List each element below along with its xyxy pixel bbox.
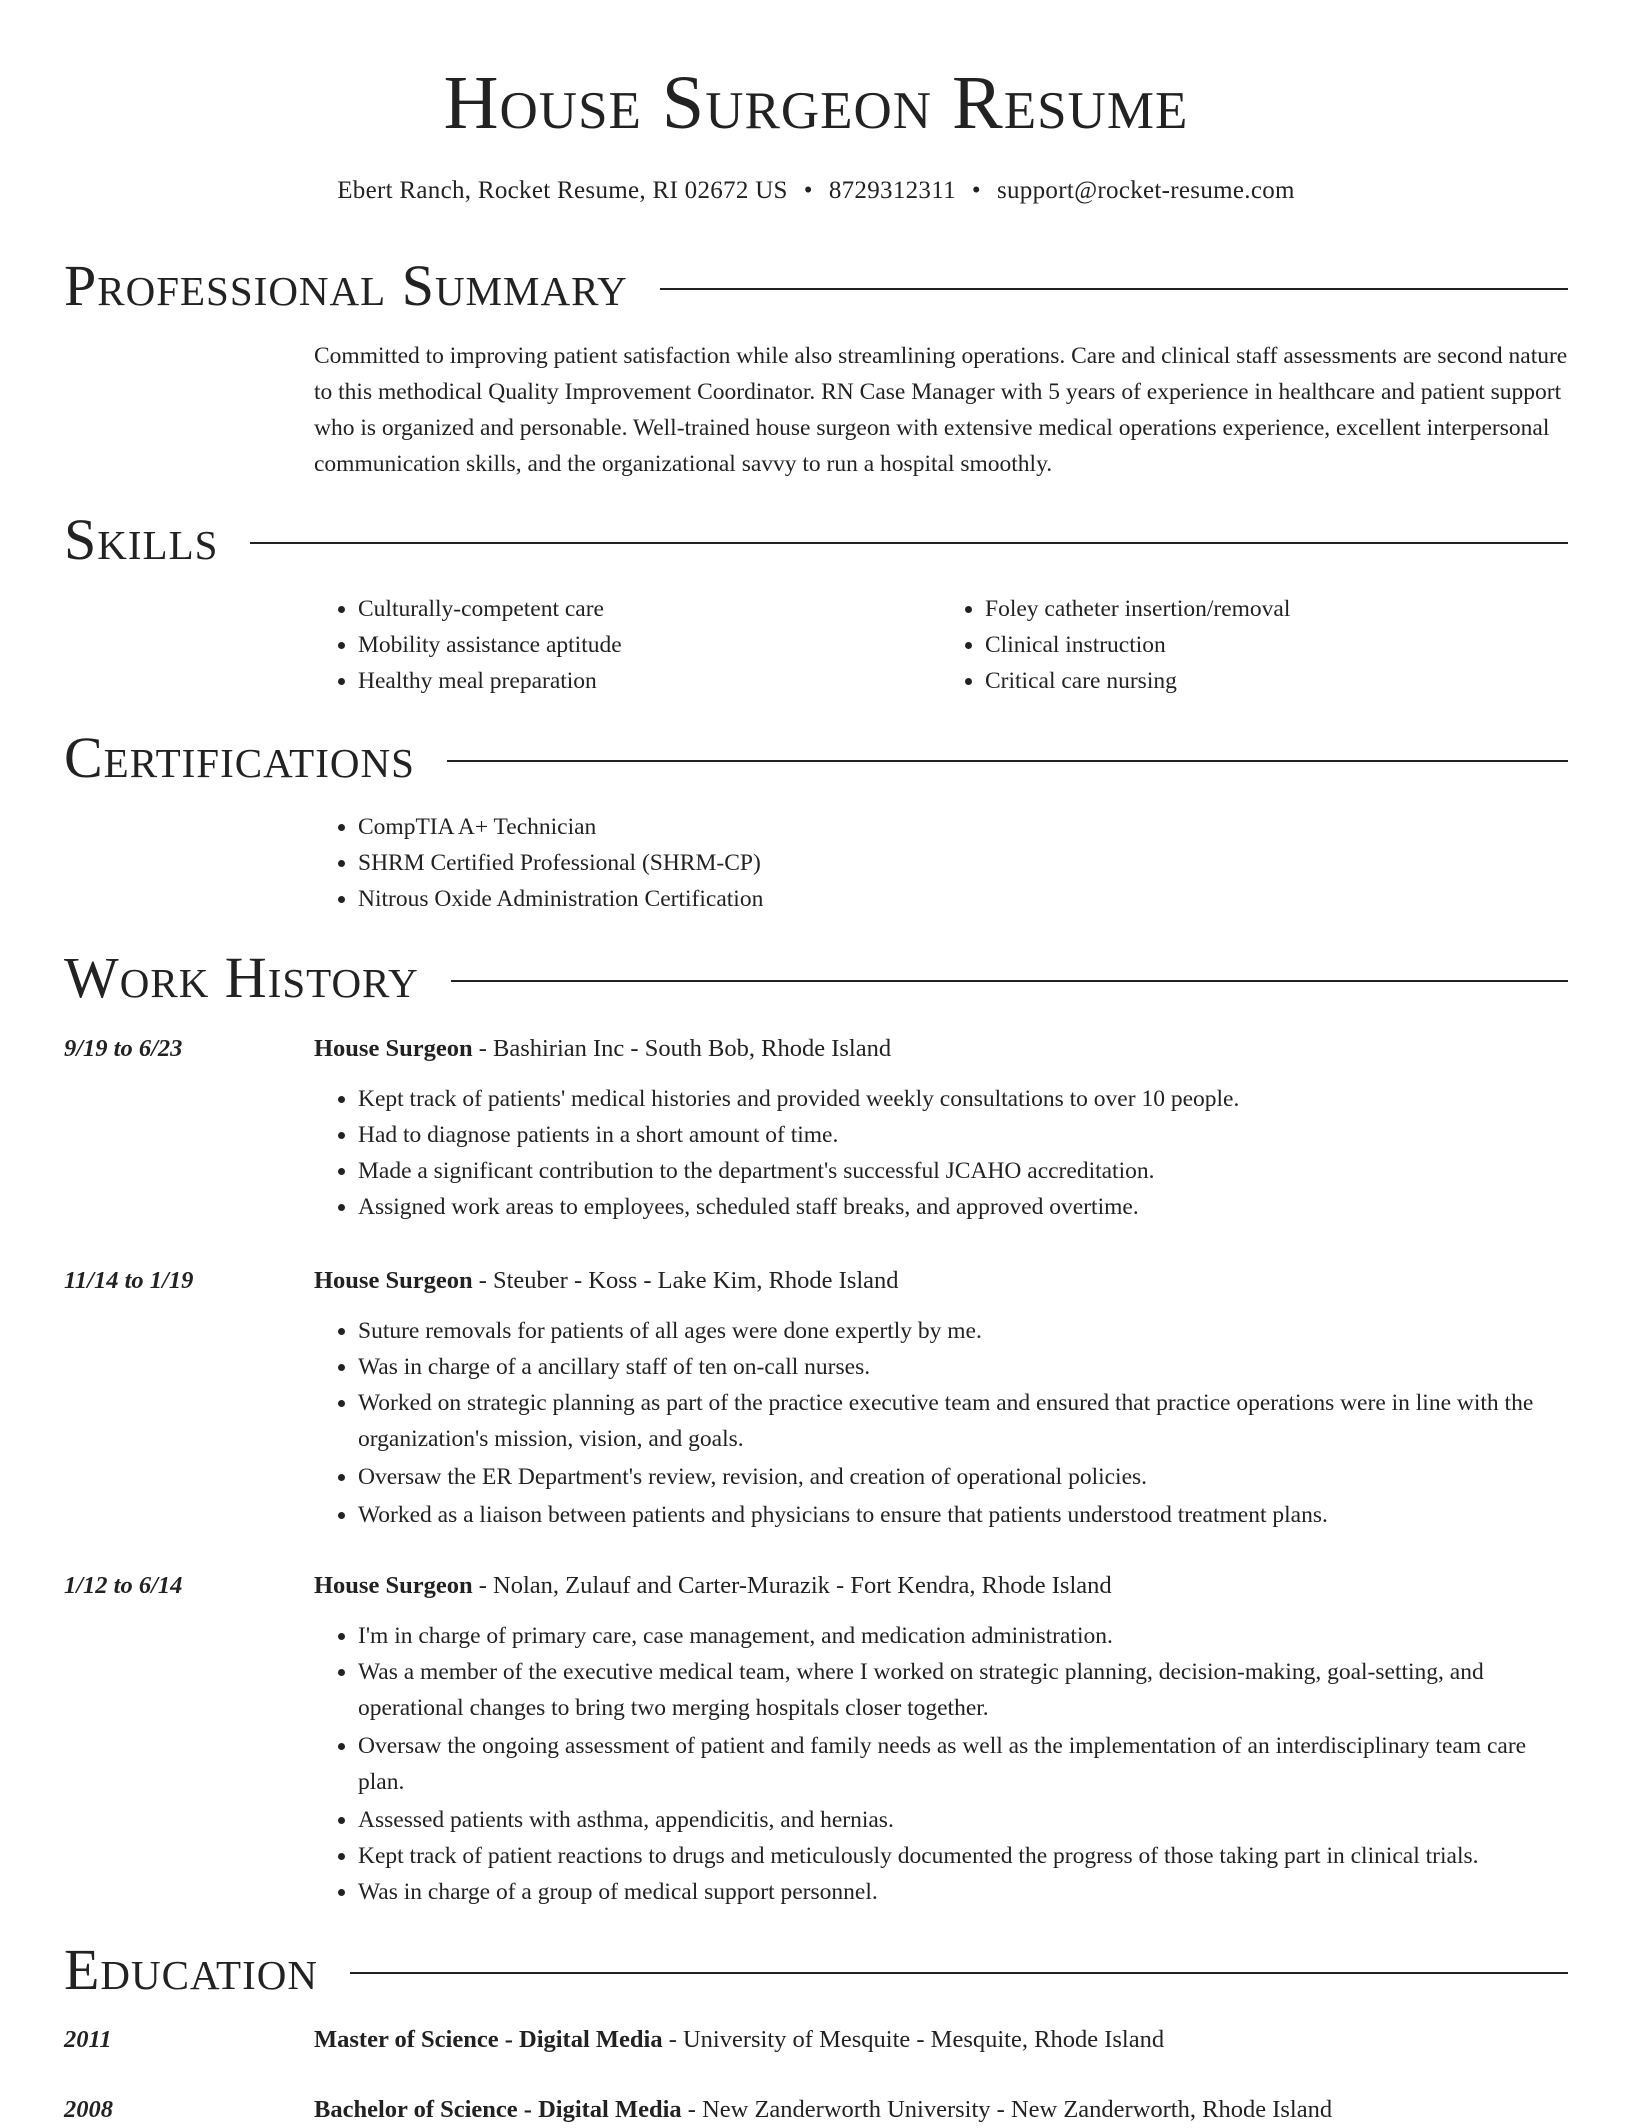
contact-line <box>0 174 1632 208</box>
section-divider <box>660 288 1568 290</box>
job-bullet: • Worked on strategic planning as part of the practice executive team and ensured that practice operations were in line with the organization's mission, vision, and goals. <box>358 1385 1568 1457</box>
job-bullet: • Was in charge of a ancillary staff of ten on-call nurses. <box>358 1349 1568 1385</box>
job-title: House Surgeon <box>314 1572 473 1599</box>
education-entry <box>314 2092 1568 2128</box>
job-bullet: • Assigned work areas to employees, scheduled staff breaks, and approved overtime. <box>358 1189 1568 1225</box>
job-title: House Surgeon <box>314 1267 473 1294</box>
certifications-heading: Certifications <box>64 725 415 790</box>
job-entry <box>314 1031 1568 1225</box>
certification-item: • SHRM Certified Professional (SHRM-CP) <box>358 845 1568 881</box>
skills-column-left <box>314 591 941 699</box>
education-section-header <box>64 1938 1568 2002</box>
skill-item: • Healthy meal preparation <box>358 663 941 699</box>
education-degree: Bachelor of Science - Digital Media <box>314 2096 682 2123</box>
skill-item: • Clinical instruction <box>985 627 1568 663</box>
resume-title: House Surgeon Resume <box>443 61 1189 145</box>
work-heading: Work History <box>64 945 419 1010</box>
job-dates: 11/14 to 1/19 <box>64 1267 194 1294</box>
job-bullet: • Had to diagnose patients in a short amount of time. <box>358 1117 1568 1153</box>
job-bullet: • Kept track of patient reactions to drugs and meticulously documented the progress of those taking part in clinical trials. <box>358 1838 1568 1874</box>
job-dates: 1/12 to 6/14 <box>64 1572 183 1599</box>
certifications-list <box>314 809 1568 917</box>
job-bullet: • Was a member of the executive medical team, where I worked on strategic planning, decision-making, goal-setting, and operational changes to bring two merging hospitals closer together. <box>358 1654 1568 1726</box>
job-bullet: • Oversaw the ER Department's review, revision, and creation of operational policies. <box>358 1459 1568 1495</box>
skills-column-right <box>941 591 1568 699</box>
contact-address: Ebert Ranch, Rocket Resume, RI 02672 US <box>337 177 788 204</box>
section-divider <box>447 760 1568 762</box>
job-employer: - Nolan, Zulauf and Carter-Murazik - Fort Kendra, Rhode Island <box>472 1572 1112 1599</box>
contact-separator: • <box>803 177 813 204</box>
job-bullet: • Was in charge of a group of medical support personnel. <box>358 1874 1568 1910</box>
education-school: - New Zanderworth University - New Zanderworth, Rhode Island <box>681 2096 1333 2123</box>
certification-item: • Nitrous Oxide Administration Certification <box>358 881 1568 917</box>
job-dates: 9/19 to 6/23 <box>64 1035 183 1062</box>
job-bullet: • Oversaw the ongoing assessment of patient and family needs as well as the implementation of an interdisciplinary team care plan. <box>358 1728 1568 1800</box>
section-divider <box>350 1972 1568 1974</box>
job-entry <box>314 1263 1568 1533</box>
education-entry <box>314 2022 1568 2058</box>
job-employer: - Bashirian Inc - South Bob, Rhode Island <box>472 1035 892 1062</box>
work-section-header <box>64 946 1568 1010</box>
job-title-line <box>314 1568 1568 1604</box>
summary-section-header <box>64 254 1568 318</box>
skill-item: • Culturally-competent care <box>358 591 941 627</box>
job-bullets <box>314 1313 1568 1533</box>
job-bullet: • Kept track of patients' medical histories and provided weekly consultations to over 10 people. <box>358 1081 1568 1117</box>
summary-body <box>314 338 1568 482</box>
job-title-line <box>314 1263 1568 1299</box>
job-bullets <box>314 1618 1568 1910</box>
education-year: 2011 <box>64 2026 112 2053</box>
skill-item: • Critical care nursing <box>985 663 1568 699</box>
skills-list <box>314 591 1568 699</box>
job-entry <box>314 1568 1568 1910</box>
education-school: - University of Mesquite - Mesquite, Rhode Island <box>662 2026 1165 2053</box>
summary-heading: Professional Summary <box>64 253 628 318</box>
skills-section-header <box>64 508 1568 572</box>
education-year: 2008 <box>64 2096 113 2123</box>
job-bullet: • Worked as a liaison between patients and physicians to ensure that patients understood treatment plans. <box>358 1497 1568 1533</box>
contact-separator: • <box>971 177 981 204</box>
job-bullet: • I'm in charge of primary care, case management, and medication administration. <box>358 1618 1568 1654</box>
job-title: House Surgeon <box>314 1035 473 1062</box>
summary-text: Committed to improving patient satisfaction while also streamlining operations. Care and clinical staff assessments are second nature to this methodical Quality Improvement Coordinator. RN Case Manager with 5 years of experience in healthcare and patient support who is organized and personable. Well-trained house surgeon with extensive medical operations experience, excellent interpersonal communication skills, and the organizational savvy to run a hospital smoothly. <box>314 343 1568 477</box>
job-bullet: • Made a significant contribution to the department's successful JCAHO accreditation. <box>358 1153 1568 1189</box>
certification-item: • CompTIA A+ Technician <box>358 809 1568 845</box>
job-bullet: • Assessed patients with asthma, appendicitis, and hernias. <box>358 1802 1568 1838</box>
certifications-section-header <box>64 726 1568 790</box>
job-employer: - Steuber - Koss - Lake Kim, Rhode Island <box>472 1267 899 1294</box>
contact-phone: 8729312311 <box>828 177 956 204</box>
skill-item: • Mobility assistance aptitude <box>358 627 941 663</box>
section-divider <box>250 542 1568 544</box>
job-bullet: • Suture removals for patients of all ages were done expertly by me. <box>358 1313 1568 1349</box>
skill-item: • Foley catheter insertion/removal <box>985 591 1568 627</box>
education-heading: Education <box>64 1937 318 2002</box>
section-divider <box>451 980 1568 982</box>
contact-email: support@rocket-resume.com <box>996 177 1295 204</box>
job-bullets <box>314 1081 1568 1225</box>
education-degree: Master of Science - Digital Media <box>314 2026 663 2053</box>
skills-heading: Skills <box>64 507 219 572</box>
job-title-line <box>314 1031 1568 1067</box>
